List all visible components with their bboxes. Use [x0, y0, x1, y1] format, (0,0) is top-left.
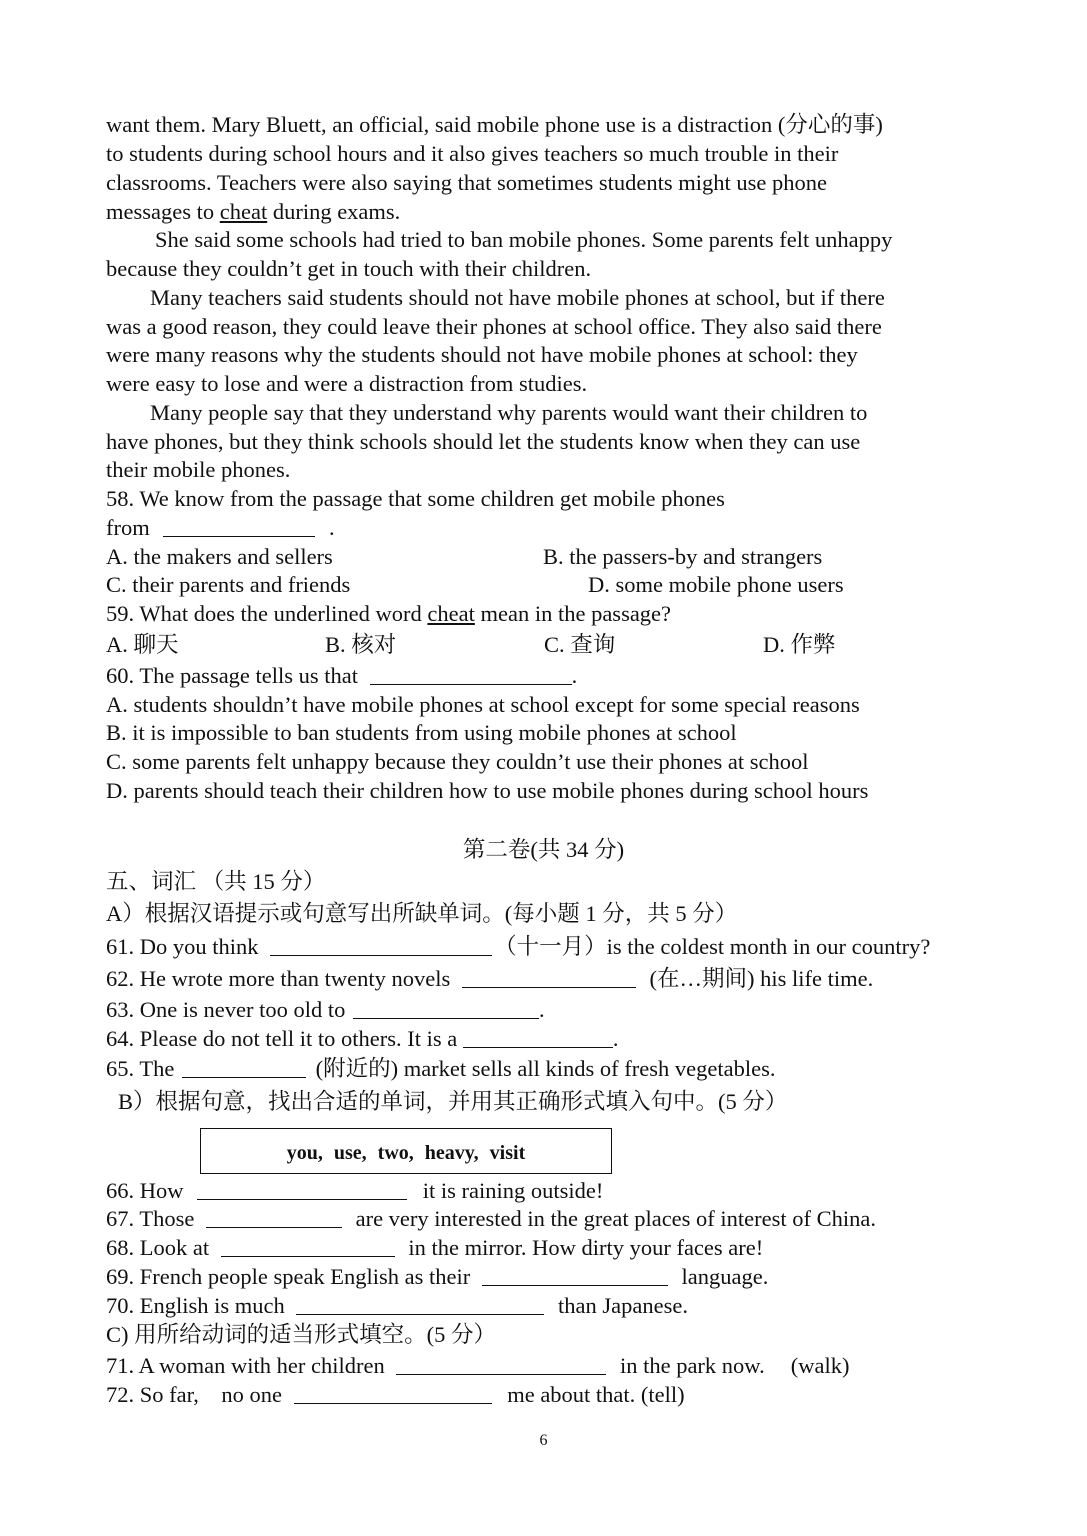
passage-line: Many people say that they understand why parents would want their children to: [150, 400, 868, 425]
question-72: [106, 1380, 685, 1409]
option-60-c: C. some parents felt unhappy because they couldn’t use their phones at school: [106, 749, 809, 774]
question-62: [106, 964, 873, 993]
option-58-c: C. their parents and friends: [106, 572, 351, 597]
text-segment: 69. French people speak English as their: [106, 1264, 471, 1289]
text-segment: 68. Look at: [106, 1235, 210, 1260]
text-segment: 72. So far, no one: [106, 1382, 282, 1407]
answer-blank[interactable]: [462, 967, 636, 988]
word-bank-box: you, use, two, heavy, visit: [200, 1128, 612, 1174]
text-segment: 71. A woman with her children: [106, 1353, 385, 1378]
part-2-title: 第二卷(共 34 分): [462, 837, 625, 862]
passage-line: have phones, but they think schools should let the students know when they can use: [106, 429, 861, 454]
text-segment: language.: [681, 1264, 769, 1289]
passage-line: [106, 197, 400, 226]
option-59-c: C. 查询: [544, 632, 616, 657]
question-58-stem-cont: [106, 513, 335, 542]
passage-line: want them. Mary Bluett, an official, said mobile phone use is a distraction (分心的事): [106, 112, 883, 137]
answer-blank[interactable]: [294, 1383, 492, 1404]
section-c-instructions: C) 用所给动词的适当形式填空。(5 分）: [106, 1322, 496, 1347]
section-5-heading: 五、词汇 （共 15 分）: [106, 869, 326, 894]
text-segment: (在…期间) his life time.: [649, 966, 874, 991]
text-segment: .: [538, 997, 545, 1022]
text-segment: (附近的) market sells all kinds of fresh vegetables.: [315, 1056, 776, 1081]
passage-line: Many teachers said students should not have mobile phones at school, but if there: [150, 285, 885, 310]
question-64: [106, 1024, 618, 1053]
option-60-a: A. students shouldn’t have mobile phones at school except for some special reasons: [106, 692, 860, 717]
underlined-word: cheat: [219, 199, 268, 224]
question-58-stem: 58. We know from the passage that some children get mobile phones: [106, 486, 725, 511]
text-segment: 61. Do you think: [106, 934, 259, 959]
question-61: [106, 932, 930, 961]
passage-line: classrooms. Teachers were also saying that sometimes students might use phone: [106, 170, 827, 195]
text-segment: 63. One is never too old to: [106, 997, 346, 1022]
text-segment: 60. The passage tells us that: [106, 663, 359, 688]
text-segment: in the mirror. How dirty your faces are!: [408, 1235, 764, 1260]
text-segment: 66. How: [106, 1178, 184, 1203]
answer-blank[interactable]: [221, 1236, 395, 1257]
text-segment: me about that. (tell): [507, 1382, 685, 1407]
question-66: [106, 1176, 603, 1205]
passage-line: to students during school hours and it also gives teachers so much trouble in their: [106, 141, 839, 166]
question-70: [106, 1291, 688, 1320]
option-59-a: A. 聊天: [106, 632, 179, 657]
option-59-d: D. 作弊: [763, 632, 836, 657]
text-segment: it is raining outside!: [422, 1178, 604, 1203]
text-segment: from: [106, 515, 150, 540]
answer-blank[interactable]: [197, 1179, 407, 1200]
passage-line: were easy to lose and were a distraction from studies.: [106, 371, 588, 396]
text-segment: （十一月）is the coldest month in our country?: [494, 934, 931, 959]
answer-blank[interactable]: [370, 664, 572, 685]
passage-line: were many reasons why the students should not have mobile phones at school: they: [106, 342, 858, 367]
answer-blank[interactable]: [270, 935, 492, 956]
text-segment: 67. Those: [106, 1206, 195, 1231]
underlined-word: cheat: [427, 601, 475, 626]
option-59-b: B. 核对: [325, 632, 397, 657]
text-segment: are very interested in the great places of interest of China.: [355, 1206, 877, 1231]
answer-blank[interactable]: [482, 1265, 668, 1286]
section-b-instructions: B）根据句意，找出合适的单词，并用其正确形式填入句中。(5 分）: [118, 1089, 788, 1114]
answer-blank[interactable]: [463, 1027, 613, 1048]
text-segment: .: [612, 1026, 619, 1051]
text-segment: than Japanese.: [558, 1293, 688, 1318]
question-65: [106, 1054, 775, 1083]
option-58-a: A. the makers and sellers: [106, 544, 333, 569]
question-67: [106, 1204, 876, 1233]
question-69: [106, 1262, 768, 1291]
text-segment: .: [571, 663, 578, 688]
text-segment: 59. What does the underlined word: [106, 601, 428, 626]
answer-blank[interactable]: [206, 1207, 342, 1228]
question-71: [106, 1351, 849, 1380]
question-60-stem: [106, 661, 577, 690]
text-segment: (walk): [790, 1353, 850, 1378]
text-segment: 64. Please do not tell it to others. It is a: [106, 1026, 458, 1051]
passage-line: because they couldn’t get in touch with their children.: [106, 256, 592, 281]
page-number: 6: [539, 1432, 548, 1449]
option-60-d: D. parents should teach their children how to use mobile phones during school hours: [106, 778, 869, 803]
text-segment: during exams.: [267, 199, 401, 224]
option-60-b: B. it is impossible to ban students from using mobile phones at school: [106, 720, 737, 745]
passage-line: was a good reason, they could leave their phones at school office. They also said there: [106, 314, 882, 339]
text-segment: mean in the passage?: [474, 601, 672, 626]
answer-blank[interactable]: [163, 516, 315, 537]
text-segment: .: [329, 515, 335, 540]
text-segment: in the park now.: [619, 1353, 765, 1378]
text-segment: 65. The: [106, 1056, 175, 1081]
passage-line: their mobile phones.: [106, 457, 291, 482]
question-63: [106, 995, 545, 1024]
option-58-b: B. the passers-by and strangers: [543, 544, 823, 569]
text-segment: messages to: [106, 199, 220, 224]
option-58-d: D. some mobile phone users: [588, 572, 844, 597]
section-a-instructions: A）根据汉语提示或句意写出所缺单词。(每小题 1 分，共 5 分）: [106, 901, 738, 926]
passage-line: She said some schools had tried to ban mobile phones. Some parents felt unhappy: [155, 227, 893, 252]
answer-blank[interactable]: [296, 1294, 544, 1315]
text-segment: 62. He wrote more than twenty novels: [106, 966, 451, 991]
question-59-stem: [106, 599, 671, 628]
answer-blank[interactable]: [182, 1057, 306, 1078]
answer-blank[interactable]: [353, 998, 539, 1019]
answer-blank[interactable]: [396, 1354, 606, 1375]
text-segment: 70. English is much: [106, 1293, 285, 1318]
question-68: [106, 1233, 763, 1262]
